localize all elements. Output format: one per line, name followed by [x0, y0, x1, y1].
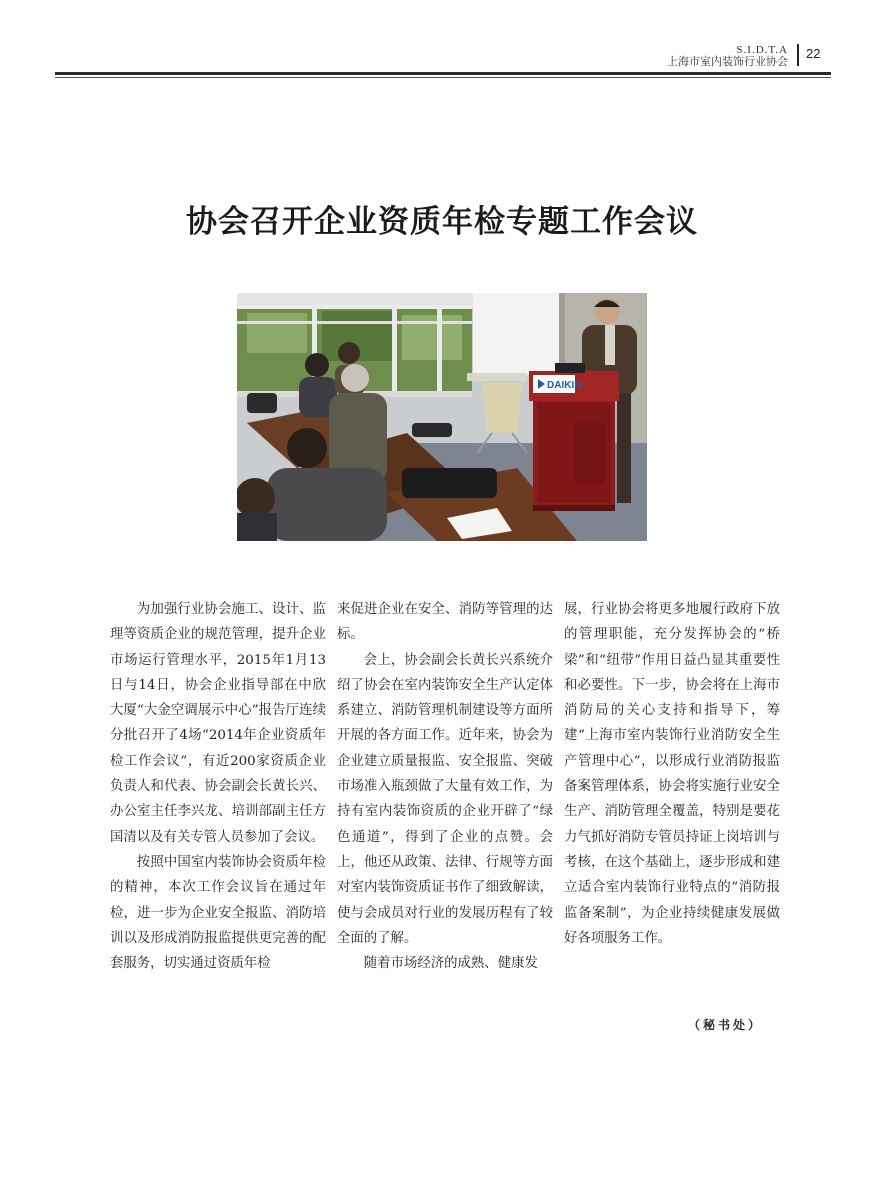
article-column-2 — [337, 597, 553, 976]
article-paragraph: 按照中国室内装饰协会资质年检的精神，本次工作会议旨在通过年检，进一步为企业安全报监、消防培训以及形成消防报监提供更完善的配套服务，切实通过资质年检 — [110, 854, 326, 972]
header-org — [667, 44, 788, 68]
article-column-3 — [564, 597, 780, 951]
article-paragraph: 展，行业协会将更多地履行政府下放的管理职能，充分发挥协会的“桥梁”和“纽带”作用日益凸显其重要性和必要性。下一步，协会将在上海市消防局的关心支持和指导下，筹建“上海市室内装饰行业消防安全生产管理中心”，以形成行业消防报监备案管理体系，协会将实施行业安全生产、消防管理全覆盖，特别是要花力气抓好消防专管员持证上岗培训与考核，在这个基础上，逐步形成和建立适合室内装饰行业特点的“消防报监备案制”，为企业持续健康发展做好各项服务工作。 — [564, 602, 780, 946]
article-signoff: （秘书处） — [688, 1018, 764, 1032]
header-org-name: 上海市室内装饰行业协会 — [667, 55, 788, 68]
meeting-photo-illustration — [237, 293, 647, 541]
header-rule-thick — [55, 72, 831, 75]
header-rule-thin — [55, 77, 831, 78]
article-paragraph: 为加强行业协会施工、设计、监理等资质企业的规范管理，提升企业市场运行管理水平，2015年1月13日与14日，协会企业指导部在中欣大厦“大金空调展示中心”报告厅连续分批召开了4场“2014年企业资质年检工作会议”，有近200家资质企业负责人和代表、协会副会长黄长兴、办公室主任李兴龙、培训部副主任方国清以及有关专管人员参加了会议。 — [110, 602, 326, 845]
article-paragraph: 随着市场经济的成熟、健康发 — [363, 956, 538, 972]
article-title: 协会召开企业资质年检专题工作会议 — [186, 204, 698, 240]
article-paragraph: 会上，协会副会长黄长兴系统介绍了协会在室内装饰安全生产认定体系建立、消防管理机制建设等方面所开展的各方面工作。近年来，协会为企业建立质量报监、安全报监、突破市场准入瓶颈做了大量有效工作，为持有室内装饰资质的企业开辟了“绿色通道”，得到了企业的点赞。会上，他还从政策、法律、行规等方面对室内装饰资质证书作了细致解读，使与会成员对行业的发展历程有了较全面的了解。 — [337, 652, 553, 946]
page-number: 22 — [806, 46, 821, 61]
header-separator — [797, 44, 799, 66]
podium-brand-label: DAIKIN — [547, 380, 582, 391]
article-paragraph: 来促进企业在安全、消防等管理的达标。 — [337, 602, 553, 643]
meeting-photo — [237, 293, 647, 541]
article-column-1 — [110, 597, 326, 976]
header-abbr: S.I.D.T.A — [736, 44, 788, 56]
